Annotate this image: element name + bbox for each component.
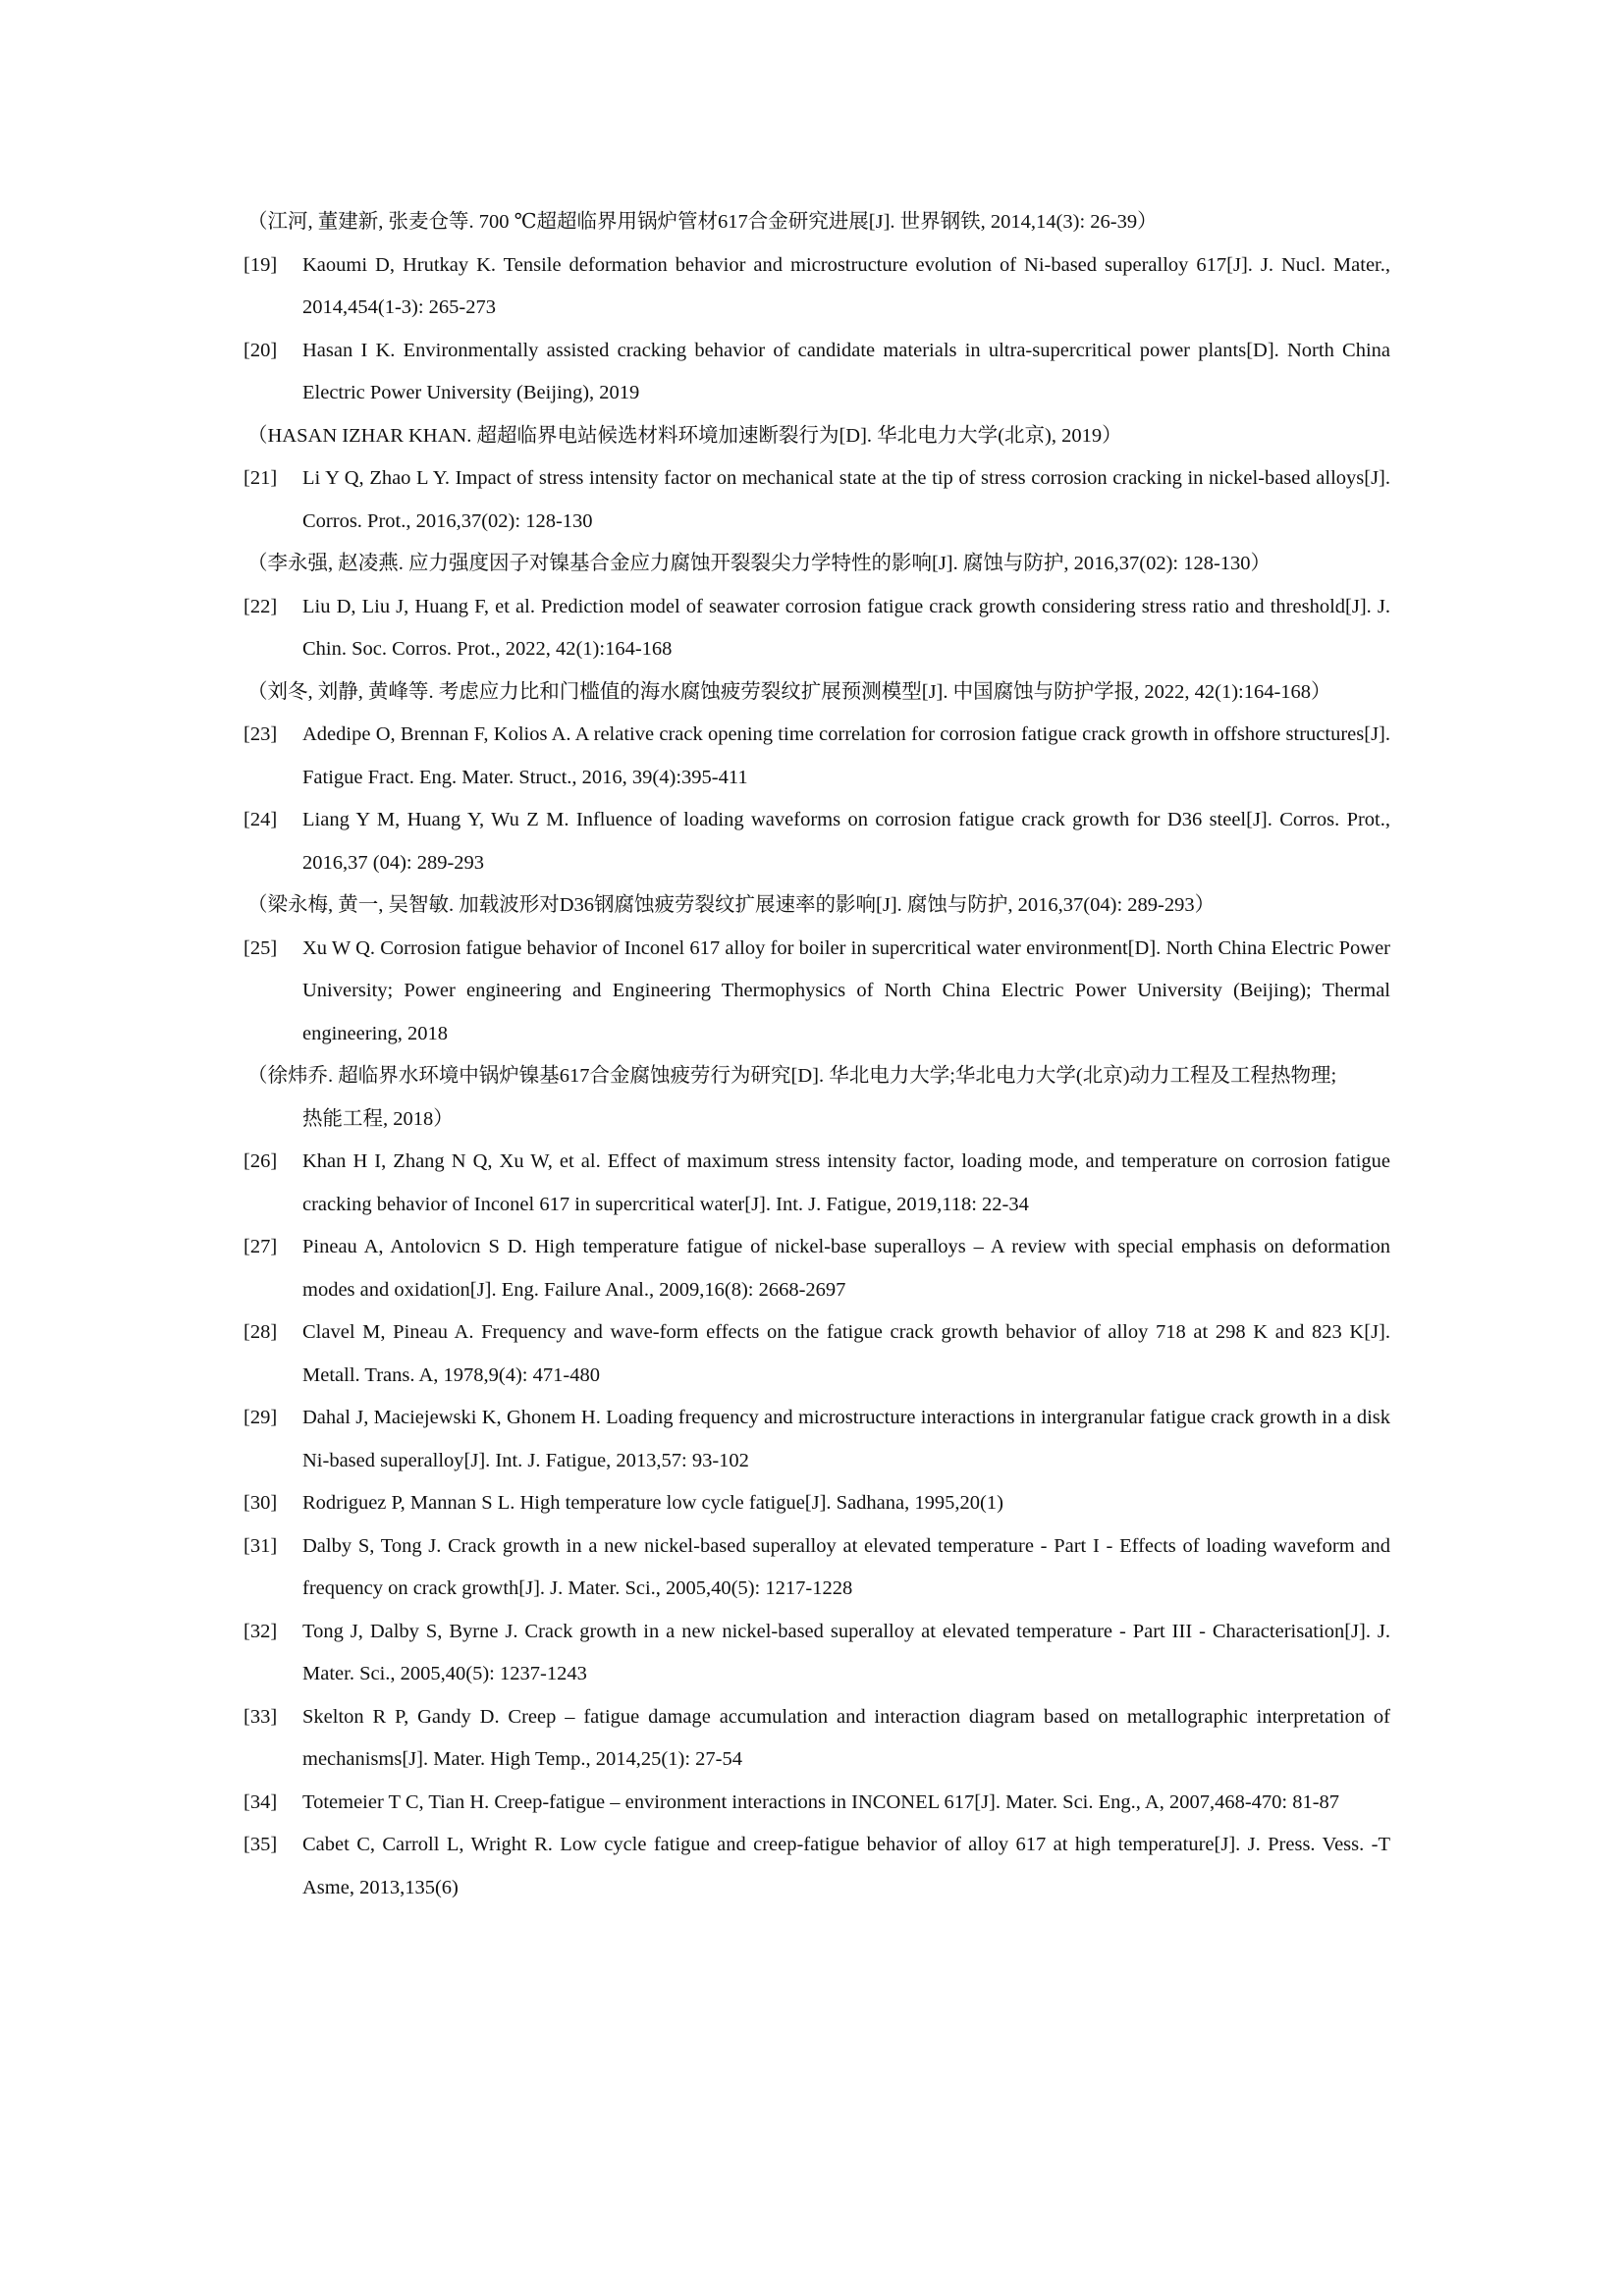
reference-number: [28] <box>244 1321 278 1343</box>
reference-text: Skelton R P, Gandy D. Creep – fatigue damage accumulation and interaction diagram based on metallographic interpretation of mechanisms[J]. Mater. High Temp., 2014,25(1): 27-54 <box>302 1705 1390 1770</box>
reference-item <box>244 1226 1390 1311</box>
reference-translation <box>247 884 1390 928</box>
reference-item <box>244 1482 1390 1525</box>
reference-text: Dahal J, Maciejewski K, Ghonem H. Loading frequency and microstructure interactions in intergranular fatigue crack growth in a disk Ni-based superalloy[J]. Int. J. Fatigue, 2013,57: 93-102 <box>302 1407 1390 1471</box>
reference-translation <box>247 543 1390 586</box>
translation-line: （江河, 董建新, 张麦仓等. 700 ℃超超临界用锅炉管材617合金研究进展[J]. 世界钢铁, 2014,14(3): 26-39） <box>247 211 1158 233</box>
reference-number: [26] <box>244 1150 278 1172</box>
reference-number: [31] <box>244 1534 278 1557</box>
reference-item <box>244 799 1390 884</box>
reference-number: [32] <box>244 1620 278 1642</box>
reference-number: [29] <box>244 1407 278 1428</box>
reference-translation <box>247 1055 1390 1141</box>
reference-number: [20] <box>244 339 278 361</box>
reference-text: Totemeier T C, Tian H. Creep-fatigue – environment interactions in INCONEL 617[J]. Mater. Sci. Eng., A, 2007,468-470: 81-87 <box>302 1790 1340 1813</box>
reference-number: [25] <box>244 936 278 959</box>
reference-item <box>244 1824 1390 1909</box>
reference-text: Clavel M, Pineau A. Frequency and wave-form effects on the fatigue crack growth behavior of alloy 718 at 298 K and 823 K[J]. Metall. Trans. A, 1978,9(4): 471-480 <box>302 1321 1390 1386</box>
translation-line: （李永强, 赵凌燕. 应力强度因子对镍基合金应力腐蚀开裂裂尖力学特性的影响[J]. 腐蚀与防护, 2016,37(02): 128-130） <box>247 553 1272 574</box>
reference-text: Tong J, Dalby S, Byrne J. Crack growth in a new nickel-based superalloy at elevated temperature - Part III - Characterisation[J]. J. Mater. Sci., 2005,40(5): 1237-1243 <box>302 1620 1390 1684</box>
reference-number: [19] <box>244 253 278 276</box>
reference-number: [24] <box>244 809 278 830</box>
reference-text: Li Y Q, Zhao L Y. Impact of stress intensity factor on mechanical state at the tip of stress corrosion cracking in nickel-based alloys[J]. Corros. Prot., 2016,37(02): 128-130 <box>302 467 1390 532</box>
reference-item <box>244 1311 1390 1397</box>
reference-text: Pineau A, Antolovicn S D. High temperature fatigue of nickel-base superalloys – A review with special emphasis on deformation modes and oxidation[J]. Eng. Failure Anal., 2009,16(8): 2668-2697 <box>302 1236 1390 1301</box>
reference-item <box>244 1696 1390 1782</box>
reference-number: [23] <box>244 723 278 745</box>
translation-line-continued: 热能工程, 2018） <box>302 1107 454 1130</box>
reference-item <box>244 714 1390 799</box>
reference-item <box>244 1397 1390 1482</box>
reference-text: Cabet C, Carroll L, Wright R. Low cycle fatigue and creep-fatigue behavior of alloy 617 at high temperature[J]. J. Press. Vess. -T Asme, 2013,135(6) <box>302 1834 1390 1898</box>
reference-text: Adedipe O, Brennan F, Kolios A. A relative crack opening time correlation for corrosion fatigue crack growth in offshore structures[J]. Fatigue Fract. Eng. Mater. Struct., 2016, 39(4):395-411 <box>302 723 1390 788</box>
reference-number: [27] <box>244 1236 278 1257</box>
reference-item <box>244 330 1390 415</box>
translation-line: （刘冬, 刘静, 黄峰等. 考虑应力比和门槛值的海水腐蚀疲劳裂纹扩展预测模型[J]. 中国腐蚀与防护学报, 2022, 42(1):164-168） <box>247 680 1331 703</box>
reference-item <box>244 1525 1390 1611</box>
reference-translation <box>247 201 1390 244</box>
reference-number: [34] <box>244 1790 278 1813</box>
reference-item <box>244 457 1390 543</box>
reference-number: [30] <box>244 1492 278 1514</box>
reference-text: Rodriguez P, Mannan S L. High temperature low cycle fatigue[J]. Sadhana, 1995,20(1) <box>302 1492 1003 1514</box>
reference-item <box>244 1782 1390 1825</box>
reference-text: Dalby S, Tong J. Crack growth in a new nickel-based superalloy at elevated temperature - Part I - Effects of loading waveform and frequency on crack growth[J]. J. Mater. Sci., 2005,40(5): 1217-1228 <box>302 1534 1390 1599</box>
reference-text: Khan H I, Zhang N Q, Xu W, et al. Effect of maximum stress intensity factor, loading mode, and temperature on corrosion fatigue cracking behavior of Inconel 617 in supercritical water[J]. Int. J. Fatigue, 2019,118: 22-34 <box>302 1150 1390 1215</box>
reference-translation <box>247 671 1390 715</box>
translation-line: （HASAN IZHAR KHAN. 超超临界电站候选材料环境加速断裂行为[D]. 华北电力大学(北京), 2019） <box>247 424 1122 447</box>
reference-text: Liu D, Liu J, Huang F, et al. Prediction model of seawater corrosion fatigue crack growth considering stress ratio and threshold[J]. J. Chin. Soc. Corros. Prot., 2022, 42(1):164-168 <box>302 595 1390 660</box>
reference-item <box>244 244 1390 330</box>
reference-item <box>244 1611 1390 1696</box>
reference-text: Xu W Q. Corrosion fatigue behavior of Inconel 617 alloy for boiler in supercritical water environment[D]. North China Electric Power University; Power engineering and Engineering Thermophysics of North China Electric Power University (Beijing); Thermal engineering, 2018 <box>302 936 1390 1044</box>
reference-number: [21] <box>244 467 278 489</box>
translation-line: （徐炜乔. 超临界水环境中锅炉镍基617合金腐蚀疲劳行为研究[D]. 华北电力大学;华北电力大学(北京)动力工程及工程热物理; <box>247 1065 1337 1087</box>
reference-item <box>244 1141 1390 1226</box>
reference-number: [35] <box>244 1834 278 1855</box>
reference-text: Liang Y M, Huang Y, Wu Z M. Influence of loading waveforms on corrosion fatigue crack growth for D36 steel[J]. Corros. Prot., 2016,37 (04): 289-293 <box>302 809 1390 874</box>
reference-text: Hasan I K. Environmentally assisted cracking behavior of candidate materials in ultra-supercritical power plants[D]. North China Electric Power University (Beijing), 2019 <box>302 339 1390 403</box>
reference-number: [33] <box>244 1705 278 1728</box>
reference-text: Kaoumi D, Hrutkay K. Tensile deformation behavior and microstructure evolution of Ni-based superalloy 617[J]. J. Nucl. Mater., 2014,454(1-3): 265-273 <box>302 253 1390 318</box>
reference-translation <box>247 415 1390 458</box>
reference-number: [22] <box>244 595 278 617</box>
reference-item <box>244 928 1390 1056</box>
translation-line: （梁永梅, 黄一, 吴智敏. 加载波形对D36钢腐蚀疲劳裂纹扩展速率的影响[J]. 腐蚀与防护, 2016,37(04): 289-293） <box>247 894 1216 916</box>
reference-item <box>244 586 1390 671</box>
reference-list <box>244 201 1390 1909</box>
